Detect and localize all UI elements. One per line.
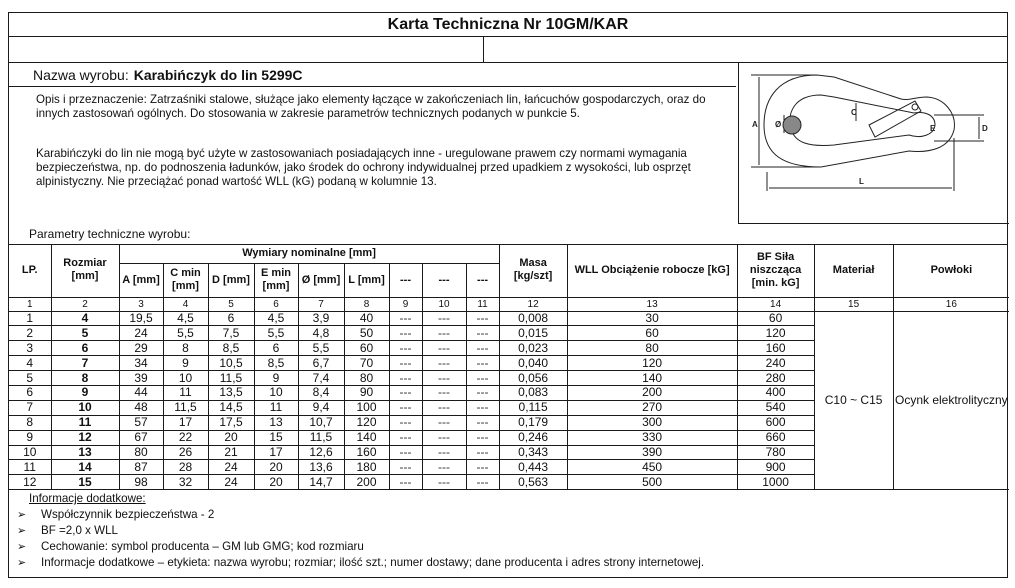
header-bf: BF Siła niszcząca [min. kG] xyxy=(737,244,814,297)
cell-d: 21 xyxy=(208,445,254,460)
header-size: Rozmiar [mm] xyxy=(51,244,119,297)
cell-x10: --- xyxy=(422,326,466,341)
cell-bf: 160 xyxy=(737,341,814,356)
cell-x10: --- xyxy=(422,341,466,356)
col-num: 11 xyxy=(466,297,499,311)
cell-c: 32 xyxy=(163,475,208,490)
cell-a: 98 xyxy=(119,475,163,490)
cell-x10: --- xyxy=(422,371,466,386)
cell-o: 10,7 xyxy=(298,415,344,430)
cell-lp: 1 xyxy=(9,311,51,326)
cell-x9: --- xyxy=(389,445,422,460)
cell-lp: 5 xyxy=(9,371,51,386)
cell-l: 40 xyxy=(344,311,389,326)
cell-wll: 60 xyxy=(567,326,737,341)
cell-size: 7 xyxy=(51,356,119,371)
cell-x10: --- xyxy=(422,430,466,445)
cell-x9: --- xyxy=(389,475,422,490)
cell-a: 44 xyxy=(119,385,163,400)
header-a: A [mm] xyxy=(119,263,163,297)
cell-bf: 900 xyxy=(737,460,814,475)
description-purpose: Opis i przeznaczenie: Zatrzaśniki stalowe, służące jako elementy łączące w zakończeniach lin, łańcuchów gospodarczych, oraz do innych zastosowań ogólnych. Do stosowania w zakresie parametrów technicznych podanych w punkcie 5. xyxy=(36,93,706,120)
cell-l: 70 xyxy=(344,356,389,371)
header-l: L [mm] xyxy=(344,263,389,297)
cell-e: 6 xyxy=(254,341,298,356)
cell-lp: 2 xyxy=(9,326,51,341)
col-num: 4 xyxy=(163,297,208,311)
cell-size: 15 xyxy=(51,475,119,490)
header-emin: E min [mm] xyxy=(254,263,298,297)
cell-x11: --- xyxy=(466,356,499,371)
cell-a: 29 xyxy=(119,341,163,356)
cell-x11: --- xyxy=(466,326,499,341)
col-num: 10 xyxy=(422,297,466,311)
cell-l: 90 xyxy=(344,385,389,400)
cell-coating: Ocynk elektrolityczny xyxy=(893,311,1009,490)
cell-d: 13,5 xyxy=(208,385,254,400)
column-numbers-row xyxy=(9,297,1009,311)
cell-mass: 0,443 xyxy=(499,460,567,475)
cell-x11: --- xyxy=(466,385,499,400)
cell-e: 20 xyxy=(254,460,298,475)
cell-lp: 10 xyxy=(9,445,51,460)
cell-c: 4,5 xyxy=(163,311,208,326)
cell-lp: 8 xyxy=(9,415,51,430)
cell-wll: 270 xyxy=(567,400,737,415)
cell-wll: 200 xyxy=(567,385,737,400)
cell-x9: --- xyxy=(389,400,422,415)
header-lp: LP. xyxy=(9,244,51,297)
cell-a: 24 xyxy=(119,326,163,341)
cell-wll: 500 xyxy=(567,475,737,490)
cell-wll: 300 xyxy=(567,415,737,430)
cell-wll: 30 xyxy=(567,311,737,326)
cell-o: 8,4 xyxy=(298,385,344,400)
cell-bf: 60 xyxy=(737,311,814,326)
cell-x9: --- xyxy=(389,430,422,445)
cell-x9: --- xyxy=(389,371,422,386)
cell-d: 7,5 xyxy=(208,326,254,341)
cell-bf: 240 xyxy=(737,356,814,371)
cell-c: 10 xyxy=(163,371,208,386)
col-num: 2 xyxy=(51,297,119,311)
cell-o: 7,4 xyxy=(298,371,344,386)
cell-o: 14,7 xyxy=(298,475,344,490)
cell-bf: 400 xyxy=(737,385,814,400)
product-name: Karabińczyk do lin 5299C xyxy=(133,66,303,83)
cell-o: 12,6 xyxy=(298,445,344,460)
svg-text:C: C xyxy=(851,108,857,117)
cell-d: 24 xyxy=(208,460,254,475)
info-item-text: Cechowanie: symbol producenta – GM lub GMG; kod rozmiaru xyxy=(41,540,364,553)
header-material: Materiał xyxy=(814,244,893,297)
cell-x9: --- xyxy=(389,415,422,430)
svg-text:D: D xyxy=(982,124,988,133)
cell-o: 9,4 xyxy=(298,400,344,415)
cell-x9: --- xyxy=(389,341,422,356)
arrow-bullet-icon: ➢ xyxy=(17,509,27,521)
cell-a: 19,5 xyxy=(119,311,163,326)
cell-bf: 660 xyxy=(737,430,814,445)
cell-mass: 0,040 xyxy=(499,356,567,371)
cell-bf: 780 xyxy=(737,445,814,460)
cell-c: 11 xyxy=(163,385,208,400)
cell-e: 13 xyxy=(254,415,298,430)
cell-e: 15 xyxy=(254,430,298,445)
cell-mass: 0,115 xyxy=(499,400,567,415)
cell-c: 8 xyxy=(163,341,208,356)
cell-o: 11,5 xyxy=(298,430,344,445)
product-name-row xyxy=(9,63,736,87)
cell-e: 5,5 xyxy=(254,326,298,341)
cell-x9: --- xyxy=(389,326,422,341)
cell-size: 9 xyxy=(51,385,119,400)
cell-c: 28 xyxy=(163,460,208,475)
col-num: 6 xyxy=(254,297,298,311)
cell-a: 67 xyxy=(119,430,163,445)
cell-o: 13,6 xyxy=(298,460,344,475)
document-title: Karta Techniczna Nr 10GM/KAR xyxy=(9,13,1007,37)
carabiner-diagram xyxy=(738,63,1009,224)
blank-row xyxy=(9,37,1007,63)
cell-x10: --- xyxy=(422,475,466,490)
spec-table xyxy=(9,244,1009,490)
cell-lp: 12 xyxy=(9,475,51,490)
cell-mass: 0,023 xyxy=(499,341,567,356)
cell-x9: --- xyxy=(389,356,422,371)
cell-x10: --- xyxy=(422,385,466,400)
cell-size: 4 xyxy=(51,311,119,326)
label-a: A xyxy=(752,120,758,129)
cell-lp: 3 xyxy=(9,341,51,356)
cell-o: 3,9 xyxy=(298,311,344,326)
cell-c: 5,5 xyxy=(163,326,208,341)
cell-d: 11,5 xyxy=(208,371,254,386)
cell-x11: --- xyxy=(466,475,499,490)
col-num: 1 xyxy=(9,297,51,311)
col-num: 7 xyxy=(298,297,344,311)
cell-x9: --- xyxy=(389,311,422,326)
cell-l: 200 xyxy=(344,475,389,490)
header-col11: --- xyxy=(466,263,499,297)
info-item-text: BF =2,0 x WLL xyxy=(41,524,119,537)
col-num: 9 xyxy=(389,297,422,311)
cell-l: 50 xyxy=(344,326,389,341)
header-dimensions-group: Wymiary nominalne [mm] xyxy=(119,244,499,263)
cell-e: 9 xyxy=(254,371,298,386)
cell-bf: 540 xyxy=(737,400,814,415)
cell-wll: 140 xyxy=(567,371,737,386)
col-num: 14 xyxy=(737,297,814,311)
cell-o: 6,7 xyxy=(298,356,344,371)
info-item xyxy=(9,523,999,539)
cell-x10: --- xyxy=(422,400,466,415)
cell-d: 10,5 xyxy=(208,356,254,371)
info-item xyxy=(9,555,999,571)
cell-c: 9 xyxy=(163,356,208,371)
cell-bf: 600 xyxy=(737,415,814,430)
cell-mass: 0,343 xyxy=(499,445,567,460)
info-item xyxy=(9,539,999,555)
cell-bf: 1000 xyxy=(737,475,814,490)
cell-l: 60 xyxy=(344,341,389,356)
header-col9: --- xyxy=(389,263,422,297)
table-row xyxy=(9,311,1009,326)
cell-wll: 330 xyxy=(567,430,737,445)
cell-a: 39 xyxy=(119,371,163,386)
cell-x9: --- xyxy=(389,385,422,400)
svg-text:Ø: Ø xyxy=(775,120,782,129)
cell-d: 17,5 xyxy=(208,415,254,430)
cell-bf: 280 xyxy=(737,371,814,386)
info-item-text: Współczynnik bezpieczeństwa - 2 xyxy=(41,508,215,521)
cell-x10: --- xyxy=(422,356,466,371)
cell-lp: 6 xyxy=(9,385,51,400)
cell-c: 26 xyxy=(163,445,208,460)
arrow-bullet-icon: ➢ xyxy=(17,525,27,537)
cell-d: 6 xyxy=(208,311,254,326)
cell-d: 24 xyxy=(208,475,254,490)
cell-x10: --- xyxy=(422,460,466,475)
cell-a: 87 xyxy=(119,460,163,475)
cell-mass: 0,083 xyxy=(499,385,567,400)
header-d: D [mm] xyxy=(208,263,254,297)
description-warning: Karabińczyki do lin nie mogą być użyte w zastosowaniach posiadających inne - uregulowane prawem czy normami wymagania bezpieczeństwa, np. do podnoszenia ładunków, jako środek do ochrony indywidualnej przed upadkiem z wysokości, lub osprzęt alpinistyczny. Nie przeciążać ponad wartość WLL (kG) podaną w kolumnie 13. xyxy=(36,147,691,188)
cell-wll: 80 xyxy=(567,341,737,356)
col-num: 13 xyxy=(567,297,737,311)
arrow-bullet-icon: ➢ xyxy=(17,541,27,553)
cell-x10: --- xyxy=(422,415,466,430)
cell-e: 4,5 xyxy=(254,311,298,326)
cell-lp: 11 xyxy=(9,460,51,475)
cell-a: 48 xyxy=(119,400,163,415)
cell-size: 14 xyxy=(51,460,119,475)
info-heading: Informacje dodatkowe: xyxy=(29,492,146,505)
cell-size: 8 xyxy=(51,371,119,386)
cell-c: 22 xyxy=(163,430,208,445)
cell-mass: 0,015 xyxy=(499,326,567,341)
header-mass: Masa [kg/szt] xyxy=(499,244,567,297)
info-list xyxy=(9,507,999,571)
col-num: 15 xyxy=(814,297,893,311)
header-cmin: C min [mm] xyxy=(163,263,208,297)
cell-c: 17 xyxy=(163,415,208,430)
cell-l: 120 xyxy=(344,415,389,430)
cell-l: 100 xyxy=(344,400,389,415)
cell-x11: --- xyxy=(466,371,499,386)
carabiner-drawing-icon xyxy=(739,63,1010,224)
cell-x11: --- xyxy=(466,341,499,356)
divider xyxy=(483,37,484,62)
cell-a: 80 xyxy=(119,445,163,460)
cell-x11: --- xyxy=(466,400,499,415)
cell-o: 5,5 xyxy=(298,341,344,356)
cell-l: 160 xyxy=(344,445,389,460)
header-coating: Powłoki xyxy=(893,244,1009,297)
col-num: 8 xyxy=(344,297,389,311)
cell-mass: 0,179 xyxy=(499,415,567,430)
cell-x11: --- xyxy=(466,415,499,430)
cell-mass: 0,056 xyxy=(499,371,567,386)
cell-mass: 0,563 xyxy=(499,475,567,490)
cell-x10: --- xyxy=(422,445,466,460)
cell-d: 20 xyxy=(208,430,254,445)
svg-text:E: E xyxy=(930,124,936,133)
cell-e: 11 xyxy=(254,400,298,415)
cell-lp: 7 xyxy=(9,400,51,415)
col-num: 5 xyxy=(208,297,254,311)
cell-lp: 4 xyxy=(9,356,51,371)
cell-size: 10 xyxy=(51,400,119,415)
col-num: 12 xyxy=(499,297,567,311)
technical-sheet xyxy=(8,12,1008,578)
col-num: 16 xyxy=(893,297,1009,311)
header-wll: WLL Obciążenie robocze [kG] xyxy=(567,244,737,297)
cell-x11: --- xyxy=(466,311,499,326)
cell-mass: 0,246 xyxy=(499,430,567,445)
cell-bf: 120 xyxy=(737,326,814,341)
cell-a: 57 xyxy=(119,415,163,430)
cell-size: 13 xyxy=(51,445,119,460)
cell-e: 17 xyxy=(254,445,298,460)
info-item xyxy=(9,507,999,523)
description xyxy=(9,87,738,224)
cell-e: 10 xyxy=(254,385,298,400)
params-label: Parametry techniczne wyrobu: xyxy=(9,224,1007,245)
cell-x11: --- xyxy=(466,460,499,475)
cell-e: 20 xyxy=(254,475,298,490)
cell-size: 11 xyxy=(51,415,119,430)
cell-wll: 450 xyxy=(567,460,737,475)
cell-lp: 9 xyxy=(9,430,51,445)
cell-x11: --- xyxy=(466,445,499,460)
cell-c: 11,5 xyxy=(163,400,208,415)
cell-a: 34 xyxy=(119,356,163,371)
cell-material: C10 ~ C15 xyxy=(814,311,893,490)
product-name-label: Nazwa wyrobu: xyxy=(33,66,129,83)
additional-info xyxy=(9,491,999,571)
cell-size: 12 xyxy=(51,430,119,445)
cell-size: 5 xyxy=(51,326,119,341)
svg-text:L: L xyxy=(859,177,864,186)
cell-o: 4,8 xyxy=(298,326,344,341)
cell-e: 8,5 xyxy=(254,356,298,371)
cell-l: 140 xyxy=(344,430,389,445)
cell-d: 8,5 xyxy=(208,341,254,356)
cell-l: 180 xyxy=(344,460,389,475)
cell-size: 6 xyxy=(51,341,119,356)
cell-wll: 120 xyxy=(567,356,737,371)
info-item-text: Informacje dodatkowe – etykieta: nazwa wyrobu; rozmiar; ilość szt.; numer dostawy; dane producenta i adres strony internetowej. xyxy=(41,556,705,569)
cell-wll: 390 xyxy=(567,445,737,460)
arrow-bullet-icon: ➢ xyxy=(17,557,27,569)
cell-x9: --- xyxy=(389,460,422,475)
cell-x10: --- xyxy=(422,311,466,326)
col-num: 3 xyxy=(119,297,163,311)
cell-d: 14,5 xyxy=(208,400,254,415)
header-diameter: Ø [mm] xyxy=(298,263,344,297)
cell-l: 80 xyxy=(344,371,389,386)
cell-x11: --- xyxy=(466,430,499,445)
cell-mass: 0,008 xyxy=(499,311,567,326)
header-col10: --- xyxy=(422,263,466,297)
